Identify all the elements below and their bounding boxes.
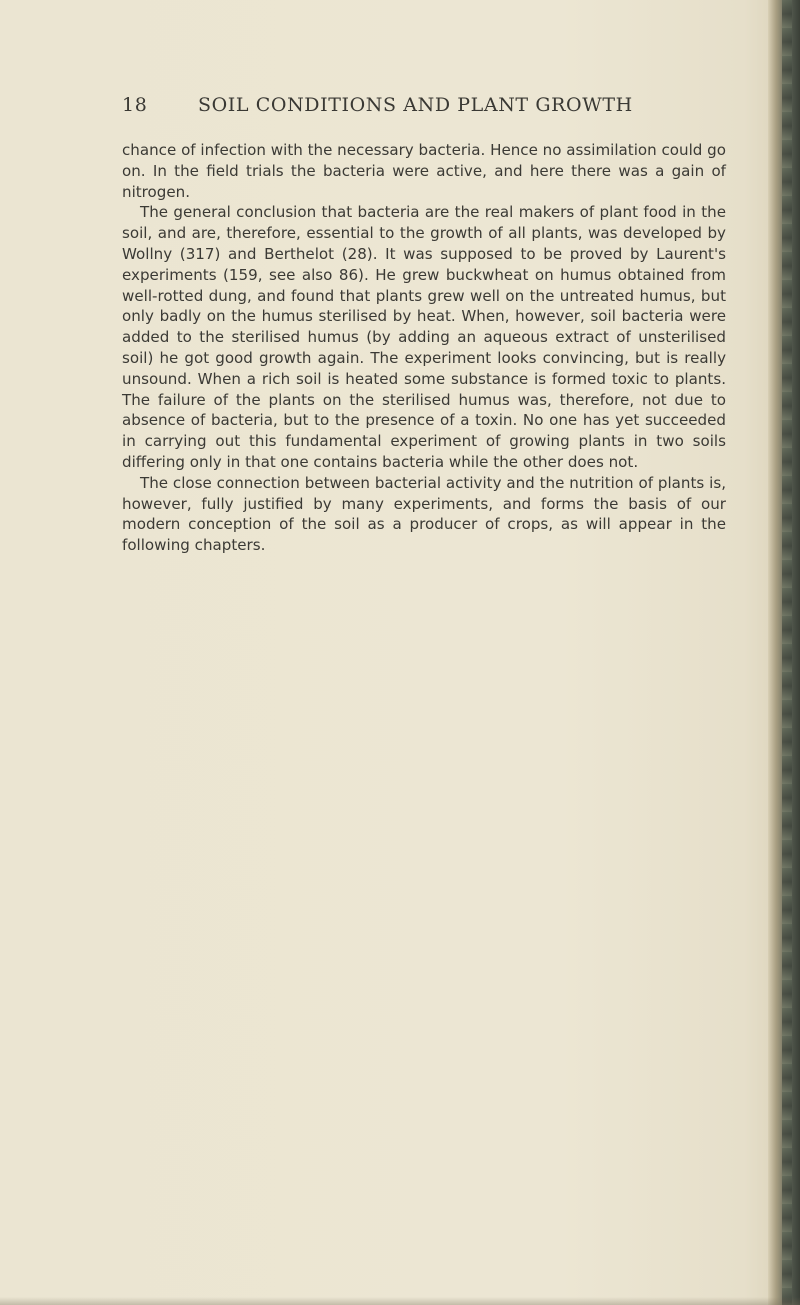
paragraph-continued: chance of infection with the necessary bacteria. Hence no assimilation could go on. In the field trials the bacteria were active, and here there was a gain of nitrogen. bbox=[122, 141, 726, 201]
paragraph-general-conclusion: The general conclusion that bacteria are the real makers of plant food in the soil, and are, therefore, essential to the growth of all plants, was developed by Wollny (317) and Berthelot (28). It was supposed to be proved by Laurent's experiments (159, see also 86). He grew buckwheat on humus obtained from well-rotted dung, and found that plants grew well on the untreated humus, but only badly on the humus sterilised by heat. When, however, soil bacteria were added to the sterilised humus (by adding an aqueous extract of unsterilised soil) he got good growth again. The experiment looks convincing, but is really unsound. When a rich soil is heated some substance is formed toxic to plants. The failure of the plants on the sterilised humus was, therefore, not due to absence of bacteria, but to the presence of a toxin. No one has yet succeeded in carrying out this fundamental experiment of growing plants in two soils differing only in that one contains bacteria while the other does not. bbox=[122, 203, 726, 471]
page-number: 18 bbox=[122, 94, 148, 116]
page-header bbox=[122, 94, 726, 122]
bottom-edge-shadow bbox=[0, 1297, 800, 1305]
body-text bbox=[122, 140, 726, 556]
binding-texture bbox=[782, 0, 792, 1305]
running-head: SOIL CONDITIONS AND PLANT GROWTH bbox=[198, 94, 633, 116]
page-edge-shadow bbox=[768, 0, 800, 1305]
paragraph-close-connection: The close connection between bacterial activity and the nutrition of plants is, however, fully justified by many experiments, and forms the basis of our modern conception of the soil as a producer of crops, as will appear in the following chapters. bbox=[122, 473, 726, 555]
